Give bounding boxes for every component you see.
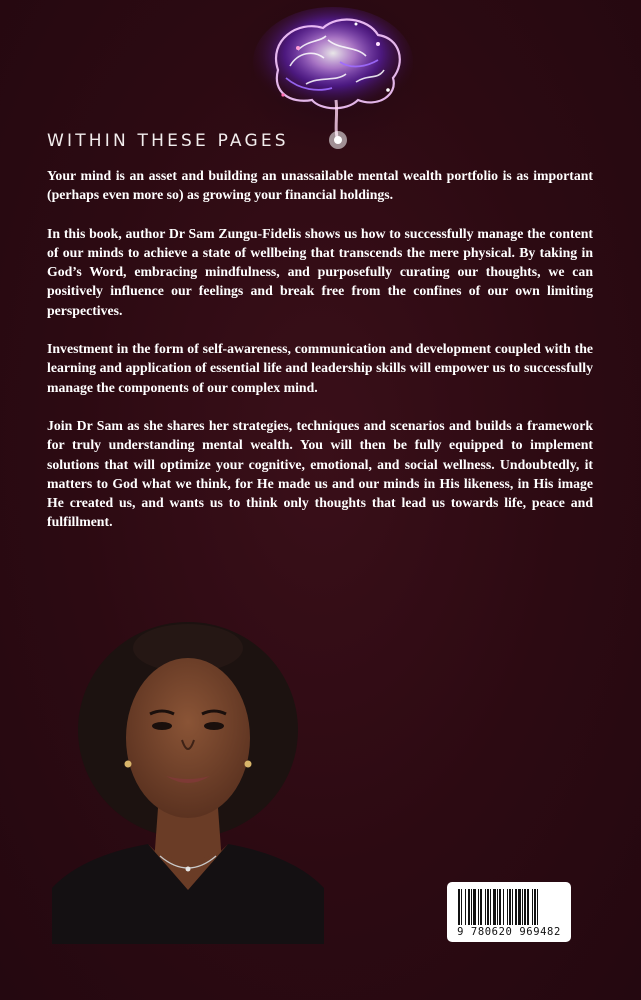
blurb-paragraph: In this book, author Dr Sam Zungu-Fidelis shows us how to successfully manage the content of our minds to achieve a state of wellbeing that transcends the mere physical. By taking in God’s Word, embracing mindfulness, and purposefully curating our thoughts, we can positively influence our feelings and break free from the confines of our own limiting perspectives.	[47, 225, 593, 318]
isbn-digits: 9 780620 969482	[457, 926, 561, 938]
blurb-text	[47, 166, 593, 551]
author-photo	[52, 618, 324, 944]
section-heading: WITHIN THESE PAGES	[47, 131, 289, 151]
blurb-paragraph: Join Dr Sam as she shares her strategies, techniques and scenarios and builds a framework for truly understanding mental wealth. You will then be fully equipped to implement solutions that will optimize your cognitive, emotional, and social wellness. Undoubtedly, it matters to God what we think, for He made us and our minds in His likeness, in His image He created us, and wants us to think only thoughts that lead us towards life, peace and fulfillment.	[47, 417, 593, 530]
isbn-barcode	[447, 882, 571, 942]
blurb-paragraph: Your mind is an asset and building an unassailable mental wealth portfolio is as important (perhaps even more so) as growing your financial holdings.	[47, 168, 593, 203]
blurb-paragraph: Investment in the form of self-awareness, communication and development coupled with the learning and application of essential life and leadership skills will empower us to successfully manage the components of our complex mind.	[47, 341, 593, 395]
barcode-bars	[458, 889, 560, 925]
